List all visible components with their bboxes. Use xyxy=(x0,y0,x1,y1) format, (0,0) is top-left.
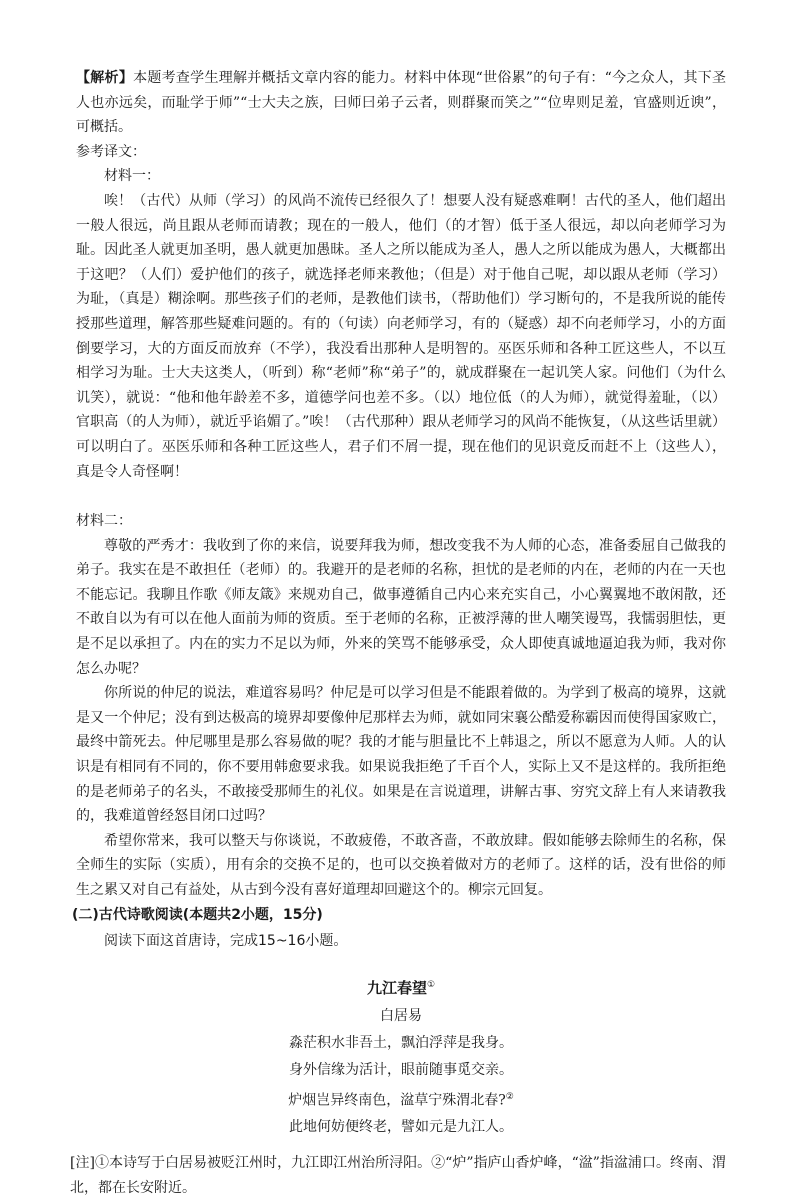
poem-line-3-text: 炉烟岂异终南色，湓草宁殊渭北春? xyxy=(288,1092,506,1109)
reference-translation-label: 参考译文： xyxy=(76,143,146,160)
material1-text: 唉！（古代）从师（学习）的风尚不流传已经很久了！想要人没有疑惑难啊！古代的圣人，他们超出一般人很远，尚且跟从老师而请教；现在的一般人，他们（的才智）低于圣人很远，却以向老师学习为耻。因此圣人就更加圣明，愚人就更加愚昧。圣人之所以能成为圣人，愚人之所以能成为愚人，大概都出于这吧？（人们）爱护他们的孩子，就选择老师来教他；（但是）对于他自己呢，却以跟从老师（学习）为耻，（真是）糊涂啊。那些孩子们的老师，是教他们读书，（帮助他们）学习断句的，不是我所说的能传授那些道理，解答那些疑难问题的。有的（句读）向老师学习，有的（疑惑）却不向老师学习，小的方面倒要学习，大的方面反而放弃（不学），我没看出那种人是明智的。巫医乐师和各种工匠这些人，不以互相学习为耻。士大夫这类人，（听到）称“老师”称“弟子”的，就成群聚在一起讥笑人家。问他们（为什么讥笑），就说：“他和他年龄差不多，道德学问也差不多。（以）地位低（的人为师），就觉得羞耻，（以）官职高（的人为师），就近乎谄媚了。”唉！（古代那种）跟从老师学习的风尚不能恢复，（从这些话里就）可以明白了。巫医乐师和各种工匠这些人，君子们不屑一提，现在他们的见识竟反而赶不上（这些人），真是令人奇怪啊！ xyxy=(76,192,726,480)
poem-title xyxy=(76,971,726,1002)
poem-line-1: 淼茫积水非吾土，飘泊浮萍是我身。 xyxy=(289,1034,513,1051)
footnote-mark: ② xyxy=(505,1091,514,1102)
material2-paragraph-1: 尊敬的严秀才：我收到了你的来信，说要拜我为师，想改变我不为人师的心态，准备委屈自己做我的弟子。我实在是不敢担任（老师）的。我避开的是老师的名称，担忧的是老师的内在，老师的内在一天也不能忘记。我聊且作歌《师友箴》来规劝自己，做事遵循自己内心来充实自己，小心翼翼地不敢闲散，还不敢自以为有可以在他人面前为师的资质。至于老师的名称，正被浮薄的世人嘲笑谩骂，我懦弱胆怯，更是不足以承担了。内在的实力不足以为师，外来的笑骂不能够承受，众人即使真诚地逼迫我为师，我对你怎么办呢？ xyxy=(76,537,726,677)
poem-line-4: 此地何妨便终老，譬如元是九江人。 xyxy=(289,1119,513,1136)
analysis-text: 本题考查学生理解并概括文章内容的能力。材料中体现“世俗累”的句子有：“今之众人，其下圣人也亦远矣，而耻学于师”“士大夫之族，曰师曰弟子云者，则群聚而笑之”“位卑则足羞，官盛则近谀”，可概括。 xyxy=(76,70,726,136)
document-page xyxy=(70,66,726,1200)
poem-title-text: 九江春望 xyxy=(366,978,427,997)
material2-paragraph-3: 希望你常来，我可以整天与你谈说，不敢疲倦，不敢吝啬，不敢放肆。假如能够去除师生的名称，保全师生的实际（实质），用有余的交换不足的，也可以交换着做对方的老师了。这样的话，没有世俗的师生之累又对自己有益处，从古到今没有喜好道理却回避这个的。柳宗元回复。 xyxy=(76,832,726,898)
material1-label: 材料一： xyxy=(104,168,160,185)
poem-line-3 xyxy=(76,1084,726,1115)
material2-paragraph-2: 你所说的仲尼的说法，难道容易吗？仲尼是可以学习但是不能跟着做的。为学到了极高的境界，这就是又一个仲尼；没有到达极高的境界却要像仲尼那样去为师，就如同宋襄公酷爱称霸因而使得国家败亡，最终中箭死去。仲尼哪里是那么容易做的呢？我的才能与胆量比不上韩退之，所以不愿意为人师。人的认识是有相同有不同的，你不要用韩愈要求我。如果说我拒绝了千百个人，实际上又不是这样的。我所拒绝的是老师弟子的名头，不敢接受那师生的礼仪。如果是在言说道理，讲解古事、穷究文辞上有人来请教我的，我难道曾经怒目闭口过吗？ xyxy=(76,685,726,825)
spacer xyxy=(76,484,726,509)
section-heading: (二)古代诗歌阅读(本题共2小题，15分) xyxy=(72,906,323,923)
poem-note: [注]①本诗写于白居易被贬江州时，九江即江州治所浔阳。②“炉”指庐山香炉峰，“湓”指湓浦口。终南、渭北，都在长安附近。 xyxy=(70,1155,726,1196)
poem-line-2: 身外信缘为活计，眼前随事觅交亲。 xyxy=(289,1061,513,1078)
poem-block xyxy=(76,971,726,1142)
footnote-mark: ① xyxy=(426,979,436,990)
analysis-paragraph xyxy=(76,66,726,140)
material2-label: 材料二： xyxy=(76,513,132,530)
poem-author: 白居易 xyxy=(380,1007,422,1024)
question-instruction: 阅读下面这首唐诗，完成15~16小题。 xyxy=(104,932,348,949)
analysis-label: 【解析】 xyxy=(76,70,134,86)
